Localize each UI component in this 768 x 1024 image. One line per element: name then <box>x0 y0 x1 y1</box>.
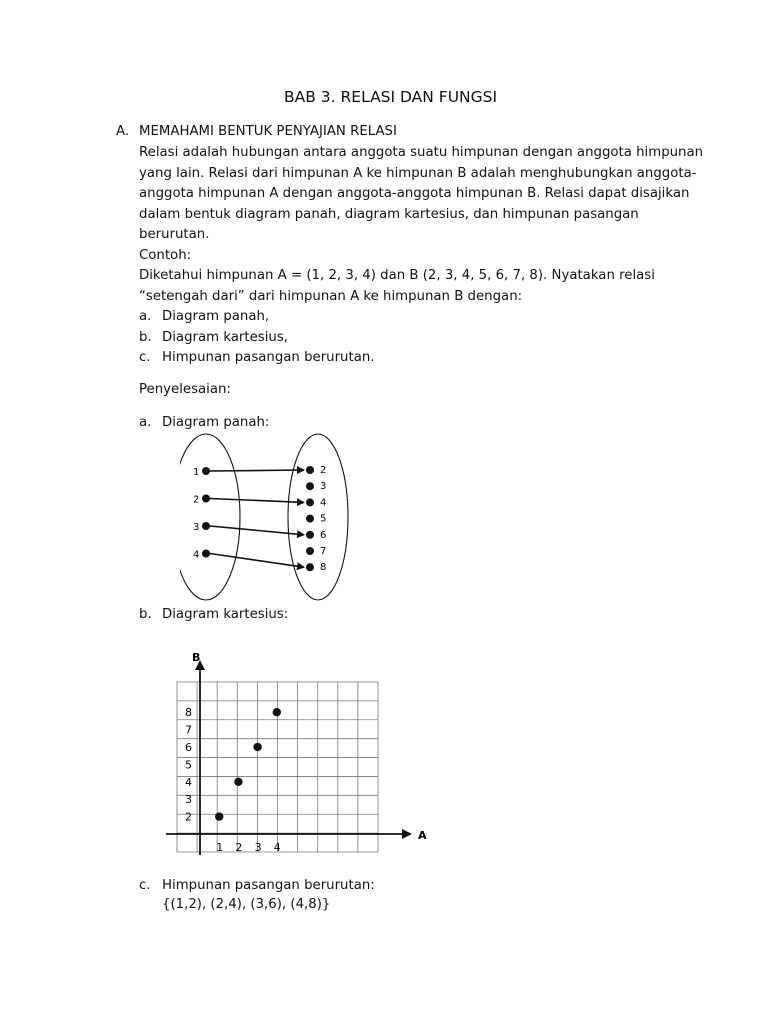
set-a-ellipse <box>180 434 240 600</box>
x-axis-label: A <box>418 829 427 842</box>
paragraph-line: anggota himpunan A dengan anggota-anggota himpunan B. Relasi dapat disajikan <box>139 186 690 201</box>
arrow-diagram <box>180 428 370 606</box>
mapping-arrow <box>210 470 304 471</box>
set-b-label: 8 <box>320 562 327 574</box>
set-b-point <box>306 466 314 474</box>
data-point <box>234 778 242 786</box>
set-b-point <box>306 563 314 571</box>
set-a-point <box>202 522 210 530</box>
paragraph-line: dalam bentuk diagram panah, diagram kartesius, dan himpunan pasangan <box>139 206 639 222</box>
example-line: Diketahui himpunan A = (1, 2, 3, 4) dan B (2, 3, 4, 5, 6, 7, 8). Nyatakan relasi <box>139 268 655 283</box>
y-tick-label: 8 <box>185 706 192 720</box>
y-axis-label: B <box>192 651 201 664</box>
set-b-label: 3 <box>320 481 327 493</box>
set-a-label: 4 <box>193 549 200 561</box>
task-item: a. Diagram panah, <box>139 309 270 324</box>
solution-item-c: c. Himpunan pasangan berurutan: <box>139 878 375 893</box>
set-b-label: 4 <box>320 497 327 509</box>
set-b-label: 6 <box>320 529 327 541</box>
page-title: BAB 3. RELASI DAN FUNGSI <box>284 88 498 106</box>
solution-label: Penyelesaian: <box>139 382 231 397</box>
task-list <box>139 307 375 369</box>
section-label: A. <box>116 124 130 139</box>
paragraph-line: berurutan. <box>139 227 210 242</box>
mapping-arrow <box>210 554 304 568</box>
set-b-point <box>306 531 314 539</box>
set-b-point <box>306 515 314 523</box>
paragraph-line: Relasi adalah hubungan antara anggota suatu himpunan dengan anggota himpunan <box>139 145 704 160</box>
set-a-point <box>202 495 210 503</box>
cartesian-chart <box>160 640 450 860</box>
x-tick-label: 2 <box>235 841 243 854</box>
set-b-label: 5 <box>320 513 327 525</box>
y-tick-label: 7 <box>185 723 192 737</box>
set-a-label: 1 <box>193 467 200 478</box>
section-heading: MEMAHAMI BENTUK PENYAJIAN RELASI <box>139 124 397 139</box>
y-tick-label: 6 <box>185 741 192 754</box>
solution-item-a: a. Diagram panah: <box>139 415 270 430</box>
set-b-point <box>306 482 314 490</box>
x-tick-label: 4 <box>273 841 281 854</box>
y-tick-label: 5 <box>185 758 192 772</box>
set-b-point <box>306 547 314 555</box>
x-tick-label: 3 <box>254 841 262 854</box>
example-label: Contoh: <box>139 247 192 263</box>
y-tick-label: 3 <box>185 793 192 807</box>
data-point <box>253 743 261 751</box>
y-tick-label: 2 <box>185 810 192 824</box>
data-point <box>273 708 281 716</box>
mapping-arrow <box>210 526 304 535</box>
x-axis-arrowhead <box>402 829 412 839</box>
x-tick-label: 1 <box>216 841 224 854</box>
task-item: b. Diagram kartesius, <box>139 329 288 345</box>
mapping-arrow <box>210 499 304 503</box>
set-b-label: 2 <box>320 465 327 476</box>
set-a-label: 2 <box>193 494 200 506</box>
solution-item-b: b. Diagram kartesius: <box>139 607 289 622</box>
set-b-ellipse <box>288 434 348 600</box>
set-b-label: 7 <box>320 546 327 557</box>
set-b-point <box>306 498 314 506</box>
intro-paragraph <box>139 143 703 307</box>
y-tick-label: 4 <box>185 775 192 789</box>
example-line: “setengah dari” dari himpunan A ke himpunan B dengan: <box>139 288 523 304</box>
set-a-point <box>202 550 210 558</box>
data-point <box>215 812 223 820</box>
paragraph-line: yang lain. Relasi dari himpunan A ke himpunan B adalah menghubungkan anggota- <box>139 165 697 181</box>
set-a-point <box>202 467 210 475</box>
ordered-pairs: {(1,2), (2,4), (3,6), (4,8)} <box>162 897 331 912</box>
set-a-label: 3 <box>193 522 200 533</box>
task-item: c. Himpunan pasangan berurutan. <box>139 350 375 365</box>
